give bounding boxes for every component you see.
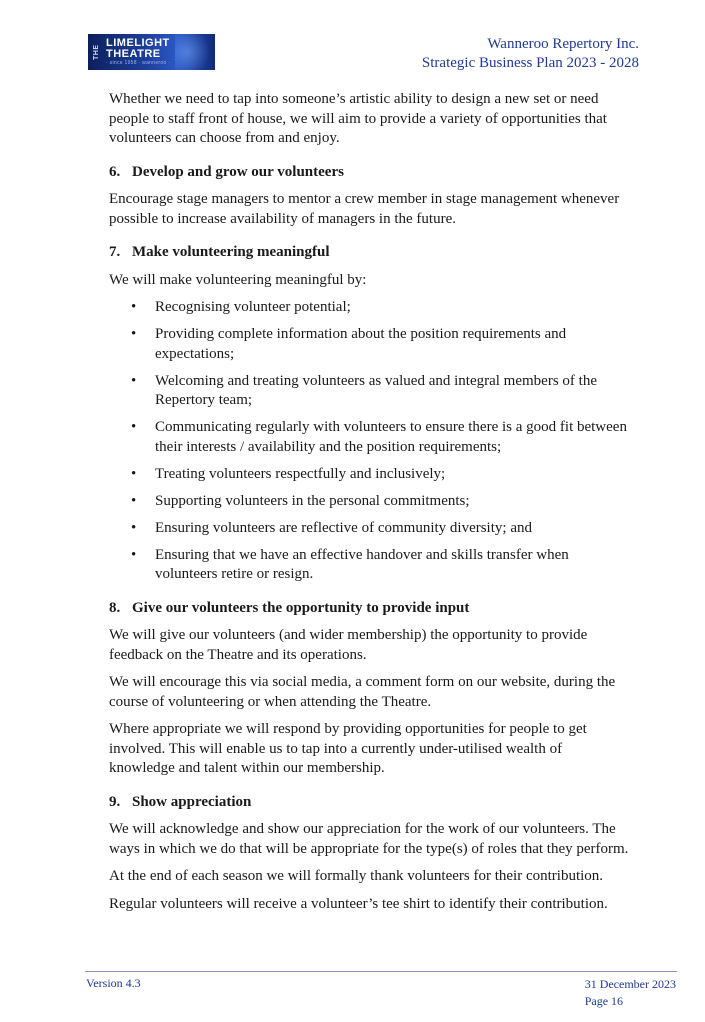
- bullet-icon: •: [131, 372, 137, 389]
- header-org: Wanneroo Repertory Inc.: [487, 36, 639, 52]
- section-8-paragraph-1: We will give our volunteers (and wider membership) the opportunity to provide feedback on the Theatre and its operations.: [109, 627, 588, 663]
- list-item-text: Welcoming and treating volunteers as valued and integral members of the Repertory team;: [155, 372, 597, 408]
- section-9-number: 9.: [109, 793, 121, 810]
- section-6-title: Develop and grow our volunteers: [132, 163, 344, 180]
- logo-the: THE: [93, 44, 100, 60]
- section-8-number: 8.: [109, 599, 121, 616]
- section-9-title: Show appreciation: [132, 793, 252, 810]
- section-9-paragraph-2: At the end of each season we will formally thank volunteers for their contribution.: [109, 868, 604, 884]
- section-8-heading: [109, 599, 629, 619]
- logo-tagline: · since 1958 · wanneroo ·: [106, 60, 171, 66]
- section-6-number: 6.: [109, 163, 121, 180]
- logo-glow: [175, 34, 215, 70]
- section-8-title: Give our volunteers the opportunity to provide input: [132, 599, 470, 616]
- footer-divider: [85, 971, 677, 972]
- list-item: [109, 465, 629, 485]
- list-item-text: Ensuring that we have an effective handover and skills transfer when volunteers retire or resign.: [155, 546, 569, 582]
- list-item-text: Recognising volunteer potential;: [155, 299, 351, 315]
- bullet-icon: •: [131, 492, 137, 509]
- list-item: [109, 418, 629, 457]
- section-6-heading: [109, 163, 629, 183]
- footer-right: [585, 976, 676, 1010]
- footer-version: Version 4.3: [86, 976, 141, 990]
- bullet-icon: •: [131, 546, 137, 563]
- section-7-title: Make volunteering meaningful: [132, 244, 330, 260]
- list-item: [109, 298, 629, 318]
- section-7-paragraph: We will make volunteering meaningful by:: [109, 271, 367, 288]
- section-7-number: 7.: [109, 244, 121, 260]
- section-7-heading: [109, 243, 629, 263]
- list-item: [109, 492, 629, 512]
- footer-page-number: Page 16: [584, 994, 624, 1008]
- list-item: [109, 325, 629, 364]
- bullet-icon: •: [131, 465, 137, 482]
- section-8-paragraph-3: Where appropriate we will respond by providing opportunities for people to get involved. This will enable us to tap into a currently under-utilised wealth of knowledge and talent within our membership.: [109, 721, 587, 776]
- list-item: [109, 519, 629, 539]
- limelight-theatre-logo: [88, 34, 215, 70]
- footer-date: 31 December 2023: [584, 977, 676, 991]
- list-item-text: Providing complete information about the position requirements and expectations;: [155, 326, 567, 362]
- intro-paragraph: Whether we need to tap into someone’s artistic ability to design a new set or need people to staff front of house, we will aim to provide a variety of opportunities that volunteers can choose from and enjoy.: [109, 91, 607, 146]
- list-item-text: Treating volunteers respectfully and inclusively;: [155, 465, 446, 482]
- list-item-text: Supporting volunteers in the personal commitments;: [155, 492, 470, 509]
- section-6-paragraph: Encourage stage managers to mentor a crew member in stage management whenever possible to increase availability of managers in the future.: [109, 191, 620, 227]
- page-header: [422, 35, 639, 73]
- bullet-icon: •: [131, 419, 137, 435]
- section-9-paragraph-1: We will acknowledge and show our appreciation for the work of our volunteers. The ways in which we do that will be appropriate for the type(s) of roles that they perform.: [109, 821, 629, 857]
- list-item: [109, 372, 629, 411]
- header-doc-title: Strategic Business Plan 2023 - 2028: [421, 55, 639, 71]
- bullet-icon: •: [131, 326, 137, 342]
- list-item-text: Ensuring volunteers are reflective of community diversity; and: [155, 519, 532, 536]
- document-body: [109, 90, 629, 922]
- section-9-heading: [109, 793, 629, 813]
- bullet-icon: •: [131, 519, 137, 536]
- logo-line2: THEATRE: [106, 48, 161, 60]
- section-8-paragraph-2: We will encourage this via social media, a comment form on our website, during the course of volunteering or when attending the Theatre.: [109, 674, 616, 710]
- logo-line1: LIMELIGHT: [106, 37, 170, 49]
- bullet-icon: •: [131, 299, 137, 315]
- section-9-paragraph-3: Regular volunteers will receive a volunteer’s tee shirt to identify their contribution.: [109, 895, 608, 912]
- list-item-text: Communicating regularly with volunteers to ensure there is a good fit between their interests / availability and the position requirements;: [155, 419, 627, 455]
- list-item: [109, 546, 629, 585]
- section-7-list: [109, 298, 629, 585]
